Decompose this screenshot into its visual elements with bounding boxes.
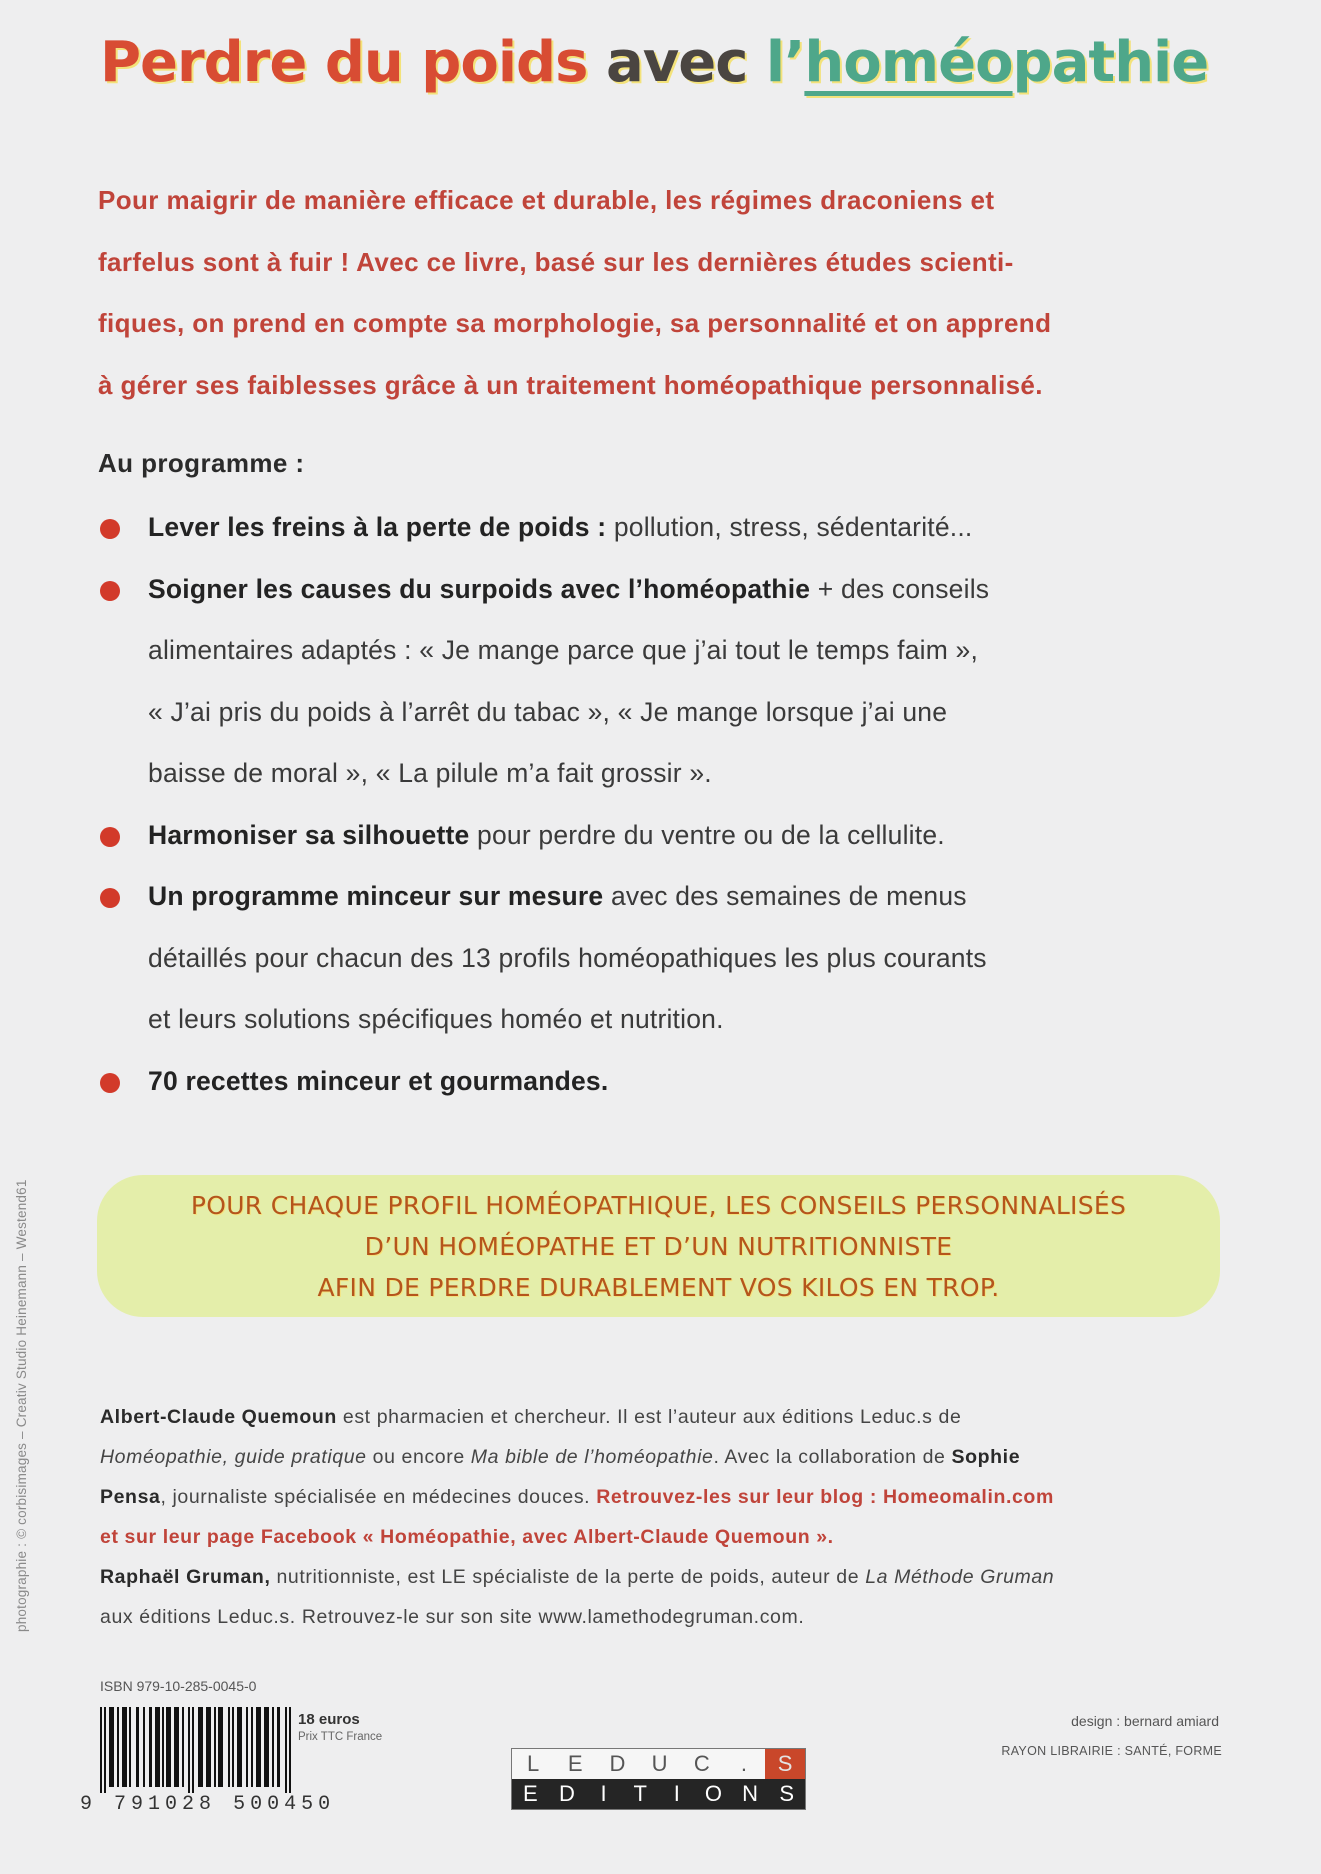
blog-link-text: Retrouvez-les sur leur blog : Homeomalin.com <box>596 1486 1054 1508</box>
programme-heading: Au programme : <box>98 448 305 478</box>
authors-bio: Albert-Claude Quemoun est pharmacien et chercheur. Il est l’auteur aux éditions Leduc.s de Homéopathie, guide pratique ou encore Ma bible de l’homéopathie. Avec la collaboration de Sophie Pensa, journaliste spécialisée en médecines douces. Retrouvez-les sur leur blog : Homeomalin.com et sur leur page Facebook « Homéopathie, avec Albert-Claude Quemoun ». Raphaël Gruman, nutritionniste, est LE spécialiste de la perte de poids, auteur de La Méthode Gruman aux éditions Leduc.s. Retrouvez-le sur son site www.lamethodegruman.com. <box>100 1397 1225 1637</box>
programme-item: Lever les freins à la perte de poids : pollution, stress, sédentarité... <box>98 497 1228 559</box>
intro-paragraph <box>98 170 1228 416</box>
intro-line: farfelus sont à fuir ! Avec ce livre, basé sur les dernières études scienti- <box>98 246 1014 277</box>
bullet-dot-icon <box>100 888 120 908</box>
bullet-dot-icon <box>100 581 120 601</box>
intro-line: à gérer ses faiblesses grâce à un traitement homéopathique personnalisé. <box>98 369 1043 400</box>
book-title-ref: Homéopathie, guide pratique <box>100 1446 367 1468</box>
book-title <box>100 30 1250 95</box>
book-title-ref: La Méthode Gruman <box>865 1566 1055 1588</box>
title-part-2: avec <box>605 30 748 95</box>
programme-item: 70 recettes minceur et gourmandes. <box>98 1051 1228 1113</box>
author-name: Albert-Claude Quemoun <box>100 1406 337 1428</box>
bullet-dot-icon <box>100 827 120 847</box>
title-part-1: Perdre du poids <box>100 30 588 95</box>
price: 18 euros <box>298 1711 360 1728</box>
shelf-category: RAYON LIBRAIRIE : SANTÉ, FORME <box>1001 1744 1222 1758</box>
highlight-box <box>97 1175 1220 1317</box>
title-underlined-word: homéo <box>804 30 1013 95</box>
intro-line: fiques, on prend en compte sa morphologie, sa personnalité et on apprend <box>98 308 1052 338</box>
price-note: Prix TTC France <box>298 1731 383 1743</box>
website-text: aux éditions Leduc.s. Retrouvez-le sur son site www.lamethodegruman.com. <box>100 1606 805 1628</box>
design-credit: design : bernard amiard <box>1071 1713 1219 1729</box>
publisher-logo: L E D U C . S E D I T I O N S <box>511 1748 806 1810</box>
isbn-label: ISBN 979-10-285-0045-0 <box>100 1678 257 1694</box>
author-name: Sophie <box>951 1446 1021 1468</box>
title-part-3: l’homéopathie <box>765 30 1209 95</box>
facebook-link-text: et sur leur page Facebook « Homéopathie, avec Albert-Claude Quemoun ». <box>100 1526 834 1548</box>
barcode-number: 9 791028 500450 <box>80 1793 336 1816</box>
programme-list <box>98 497 1228 1112</box>
author-name: Raphaël Gruman, <box>100 1566 271 1588</box>
photo-credit: photographie : © corbisimages – Creativ Studio Heinemann – Westend61 <box>14 1179 29 1632</box>
programme-item: Soigner les causes du surpoids avec l’homéopathie + des conseils alimentaires adaptés : « Je mange parce que j’ai tout le temps faim », « J’ai pris du poids à l’arrêt du tabac », « Je mange lorsque j’ai une baisse de moral », « La pilule m’a fait grossir ». <box>98 559 1228 805</box>
programme-item: Harmoniser sa silhouette pour perdre du ventre ou de la cellulite. <box>98 805 1228 867</box>
barcode-icon <box>100 1707 292 1793</box>
highlight-line: D’UN HOMÉOPATHE ET D’UN NUTRITIONNISTE <box>364 1231 953 1261</box>
bullet-dot-icon <box>100 519 120 539</box>
book-title-ref: Ma bible de l’homéopathie <box>470 1446 714 1468</box>
bullet-dot-icon <box>100 1073 120 1093</box>
highlight-line: POUR CHAQUE PROFIL HOMÉOPATHIQUE, LES CONSEILS PERSONNALISÉS <box>190 1190 1127 1220</box>
highlight-line: AFIN DE PERDRE DURABLEMENT VOS KILOS EN TROP. <box>317 1272 1000 1302</box>
programme-item: Un programme minceur sur mesure avec des semaines de menus détaillés pour chacun des 13 profils homéopathiques les plus courants et leurs solutions spécifiques homéo et nutrition. <box>98 866 1228 1051</box>
intro-line: Pour maigrir de manière efficace et durable, les régimes draconiens et <box>98 185 995 215</box>
author-name: Pensa <box>100 1486 161 1508</box>
